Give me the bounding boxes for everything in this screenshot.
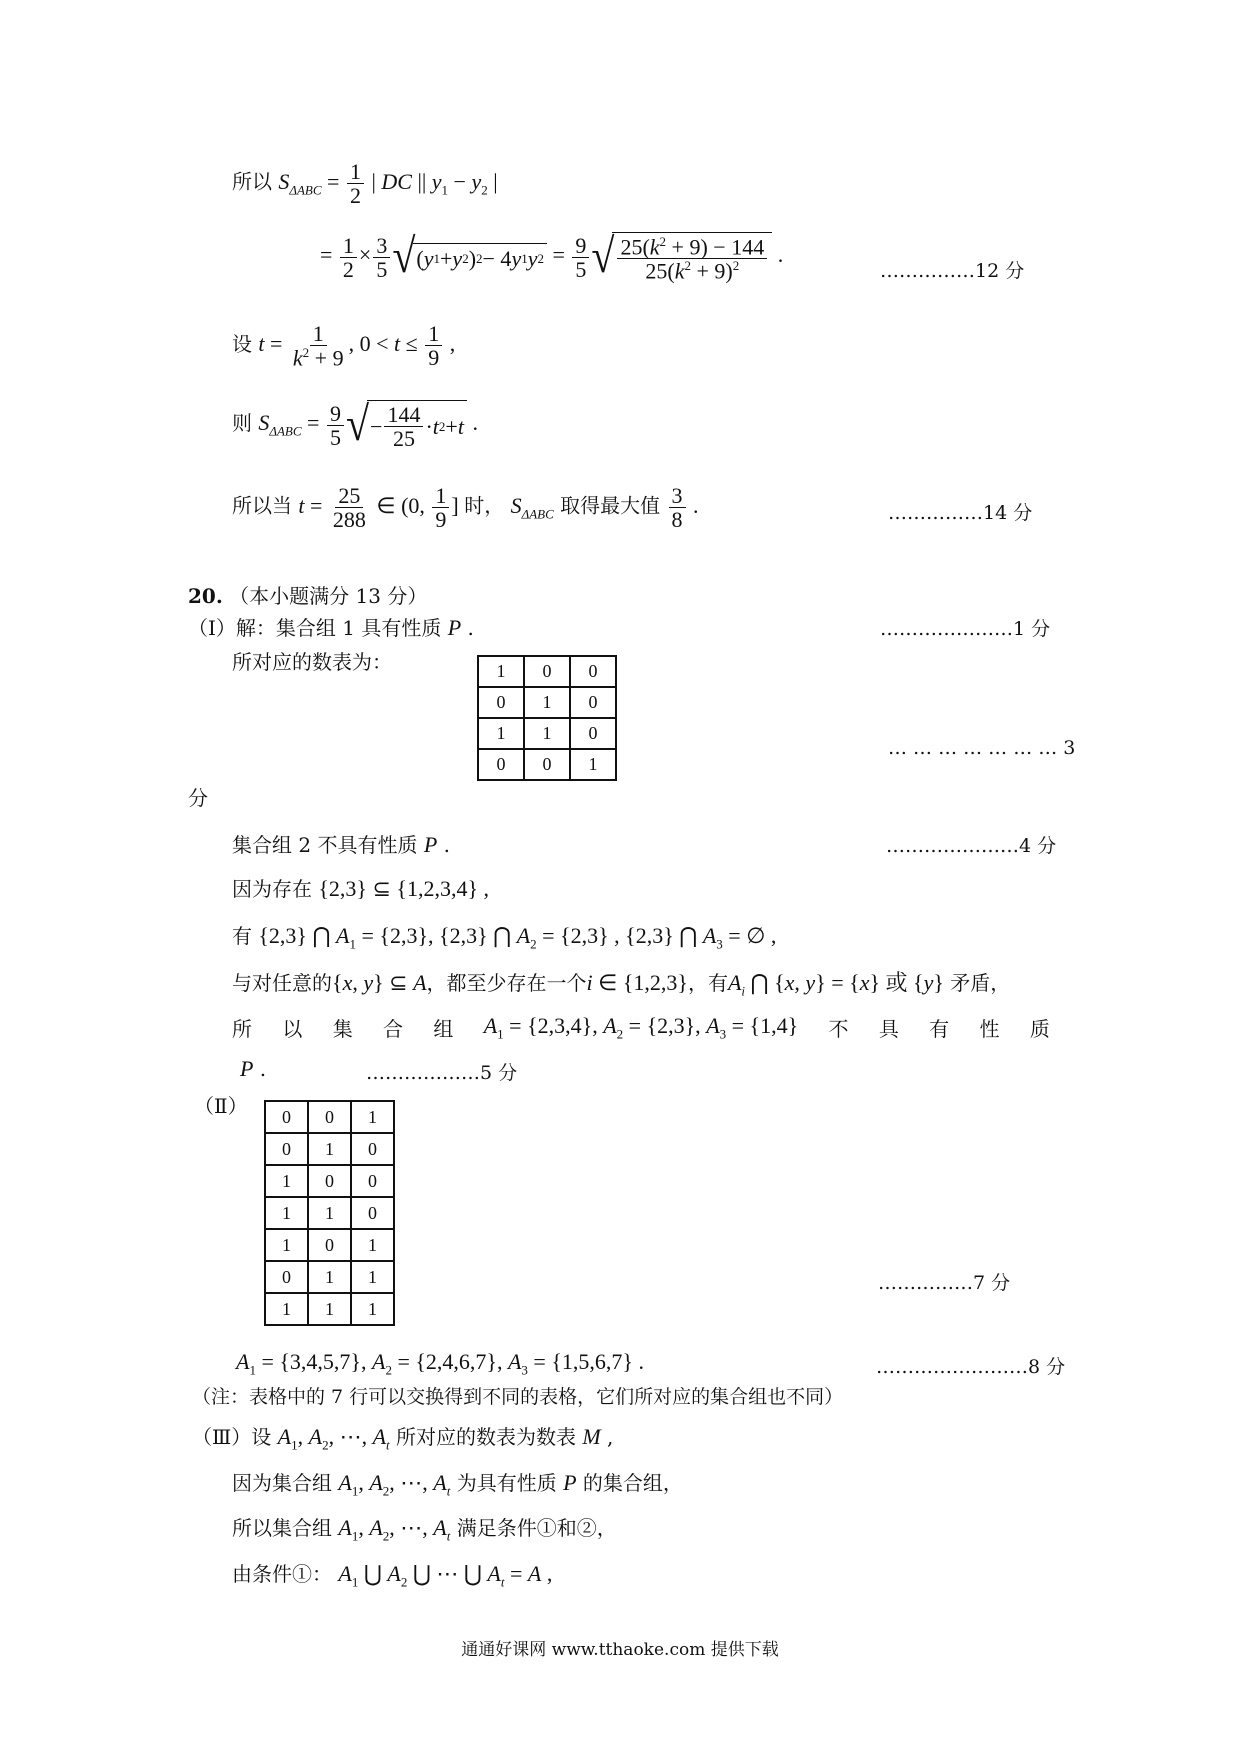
score-3-wrap: 分	[188, 786, 208, 810]
so-tail-0: 不	[828, 1017, 849, 1042]
so-word-2: 集	[332, 1017, 353, 1042]
table2-cell: 0	[308, 1229, 351, 1261]
table2-cell: 1	[351, 1261, 394, 1293]
table2-cell: 1	[308, 1197, 351, 1229]
table1-cell: 0	[570, 687, 616, 718]
formula-i-in: i ∈ {1,2,3}	[586, 970, 688, 995]
formula-area-t: $S_{\Delta ABC}$ = $\frac{9}{5}$ √ − $\frac{144}{25}$ · t 2 + t .	[258, 398, 478, 452]
table2-cell: 0	[351, 1133, 394, 1165]
area-formula-line	[232, 160, 498, 207]
area-formula-expansion	[320, 232, 783, 283]
score-7: ……………7 分	[878, 1272, 1011, 1294]
part3-label: （Ⅲ）设	[192, 1425, 272, 1449]
table-part2	[264, 1100, 395, 1326]
score-12: ……………12 分	[880, 260, 1025, 282]
formula-P-3: P	[240, 1056, 254, 1081]
so-tail-1: 具	[878, 1017, 899, 1042]
text-so: 所以	[232, 169, 272, 194]
table2-cell: 1	[351, 1229, 394, 1261]
formula-intersections: {2,3} ⋂ $A_1 = \{2,3\}$, {2,3} ⋂ $A_2 = \{2,3\}$ , {2,3} ⋂ $A_3$ = ∅ ,	[258, 923, 777, 952]
part3-line-c	[232, 1512, 617, 1544]
part3-b2: 为具有性质	[456, 1471, 557, 1495]
table2-cell: 1	[265, 1293, 308, 1325]
formula-area-expanded: = $\frac{1}{2}$ × $\frac{3}{5}$ √ ( y 1 + y 2 ) 2 − 4 y 1 y 2 = $\frac{9}{5}$ √ $\frac{25(k^2 + 9) - 144}{25(k^2 + 9)^2}$ .	[320, 230, 784, 284]
formula-area-half: $S_{\Delta ABC}$ = $\frac{1}{2}$ | DC || $y_1 - y_2$ |	[278, 159, 498, 209]
so-word-3: 合	[383, 1017, 404, 1042]
table1-row	[478, 749, 616, 780]
table1-cell: 0	[524, 656, 570, 687]
table2-row	[265, 1165, 394, 1197]
table2-cell: 1	[265, 1229, 308, 1261]
formula-P: P	[447, 615, 462, 640]
group2-line: 集合组 2 不具有性质 P .	[232, 832, 450, 857]
table2-cell: 1	[308, 1293, 351, 1325]
table2-row	[265, 1293, 394, 1325]
part3-c2: 满足条件①和②，	[456, 1516, 617, 1540]
formula-xy-subset: {x, y} ⊆ A	[332, 970, 427, 995]
table2-cell: 0	[351, 1197, 394, 1229]
table1-row	[478, 718, 616, 749]
table2-cell: 1	[308, 1261, 351, 1293]
score-8: ……………………8 分	[876, 1356, 1066, 1378]
table1-row	[478, 687, 616, 718]
substitution-line	[232, 322, 455, 370]
table1-cell: 0	[478, 687, 524, 718]
score-5: ………………5 分	[366, 1062, 518, 1084]
table-part1	[477, 655, 617, 781]
formula-P-4: P	[563, 1470, 577, 1495]
table2-cell: 1	[265, 1165, 308, 1197]
so-word-1: 以	[282, 1017, 303, 1042]
have-text: 有	[232, 924, 252, 948]
contradiction-line	[232, 966, 1010, 999]
formula-Ai-cap: $A_i$ ⋂ {x, y} = {x} 或 {y}	[727, 970, 944, 999]
formula-t-max: t = $\frac{25}{288}$ ∈ (0, $\frac{1}{9}$ ]	[298, 483, 465, 533]
table2-row	[265, 1133, 394, 1165]
contra-b: ，都至少存在一个	[426, 971, 587, 995]
table1-cell: 1	[478, 718, 524, 749]
so-tail-2: 有	[929, 1017, 950, 1042]
table2-cell: 1	[351, 1101, 394, 1133]
table2-cell: 0	[265, 1101, 308, 1133]
formula-sets-answer: $A_1 = \{3,4,5,7\}$, $A_2 = \{2,4,6,7\}$, $A_3 = \{1,5,6,7\}$ .	[236, 1349, 644, 1378]
table2-cell: 0	[308, 1165, 351, 1197]
text-then: 则	[232, 411, 252, 436]
part1-line: （Ⅰ）解：集合组 1 具有性质 P .	[188, 615, 474, 640]
text-let: 设	[232, 331, 252, 356]
formula-A-seq-1: $A_1$, $A_2$, ⋯, $A_t$	[277, 1424, 390, 1453]
table2-row	[265, 1101, 394, 1133]
P-dot-line: P .	[240, 1056, 267, 1081]
part3-line-d	[232, 1558, 552, 1590]
formula-P-2: P	[423, 832, 438, 857]
score-3: … … … … … … … 3	[888, 737, 1076, 759]
text-so-when: 所以当	[232, 493, 292, 518]
table1-cell: 1	[524, 718, 570, 749]
table2-row	[265, 1261, 394, 1293]
formula-max-val: $\frac{3}{8}$ .	[667, 493, 699, 518]
formula-union: $A_1$ ⋃ $A_2$ ⋃ ⋯ ⋃ $A_t = A$ ,	[338, 1561, 553, 1590]
table2-cell: 1	[351, 1293, 394, 1325]
so-tail-4: 质	[1029, 1017, 1050, 1042]
formula-s-abc: $S_{\Delta ABC}$	[510, 492, 554, 522]
score-14: ……………14 分	[888, 502, 1033, 524]
formula-group-sets: $A_1 = \{2,3,4\}$, $A_2 = \{2,3\}$, $A_3 = \{1,4\}$	[483, 1013, 799, 1042]
so-word-0: 所	[232, 1017, 252, 1042]
table1-intro: 所对应的数表为：	[232, 650, 392, 674]
sets-answer-line	[236, 1349, 644, 1378]
table1-cell: 1	[570, 749, 616, 780]
table2-cell: 0	[265, 1261, 308, 1293]
table1-cell: 0	[570, 718, 616, 749]
table1-cell: 0	[524, 749, 570, 780]
part3-a-text: 所对应的数表为数表	[396, 1425, 576, 1449]
contra-d: 矛盾，	[950, 971, 1011, 995]
so-word-4: 组	[433, 1017, 454, 1042]
table1-row	[478, 656, 616, 687]
part3-b3: 的集合组，	[582, 1471, 683, 1495]
table2-cell: 0	[265, 1133, 308, 1165]
formula-A-seq-2: $A_1$, $A_2$, ⋯, $A_t$	[338, 1470, 451, 1499]
part3-line-b	[232, 1467, 683, 1499]
page-footer: 通通好课网 www.tthaoke.com 提供下载	[461, 1640, 779, 1660]
table2-cell: 0	[351, 1165, 394, 1197]
part3-d: 由条件①：	[232, 1562, 332, 1586]
table2-cell: 0	[308, 1101, 351, 1133]
part1-text: （Ⅰ）解：集合组 1 具有性质	[188, 616, 442, 640]
group2-text: 集合组 2 不具有性质	[232, 833, 418, 857]
contra-a: 与对任意的	[232, 971, 332, 995]
because-line	[232, 873, 489, 902]
part3-b1: 因为集合组	[232, 1471, 332, 1495]
question-points: （本小题满分 13 分）	[229, 584, 428, 608]
formula-A-seq-3: $A_1$, $A_2$, ⋯, $A_t$	[338, 1515, 451, 1544]
formula-t-def: t = $\frac{1}{k^2 + 9}$ , 0 < t ≤ $\frac{1}{9}$ ,	[258, 321, 456, 371]
max-value-line	[232, 484, 699, 531]
note-line: （注：表格中的 7 行可以交换得到不同的表格，它们所对应的集合组也不同）	[192, 1386, 844, 1408]
table1-cell: 0	[478, 749, 524, 780]
score-4: …………………4 分	[886, 835, 1057, 857]
area-in-t-line	[232, 400, 478, 450]
question-20-header	[188, 580, 427, 609]
table2-cell: 1	[265, 1197, 308, 1229]
table2-row	[265, 1197, 394, 1229]
part3-line-a: （Ⅲ）设 $A_1$, $A_2$, ⋯, $A_t$ 所对应的数表为数表 M ,	[192, 1424, 614, 1453]
table2-cell: 1	[308, 1133, 351, 1165]
score-1: …………………1 分	[880, 618, 1051, 640]
text-max: 取得最大值	[560, 493, 661, 518]
formula-subset: {2,3} ⊆ {1,2,3,4} ,	[318, 876, 490, 901]
conclusion-line	[232, 1013, 1050, 1042]
part3-c1: 所以集合组	[232, 1516, 332, 1540]
table1-cell: 1	[524, 687, 570, 718]
so-tail-3: 性	[979, 1017, 1000, 1042]
part2-label: （Ⅱ）	[194, 1094, 248, 1118]
formula-M: M	[582, 1424, 601, 1449]
contra-c: ，有	[687, 971, 728, 995]
table2-row	[265, 1229, 394, 1261]
because-text: 因为存在	[232, 877, 312, 901]
have-line	[232, 920, 776, 952]
table1-cell: 0	[570, 656, 616, 687]
table1-cell: 1	[478, 656, 524, 687]
text-time: 时，	[464, 493, 505, 518]
question-number: 20.	[188, 584, 223, 608]
